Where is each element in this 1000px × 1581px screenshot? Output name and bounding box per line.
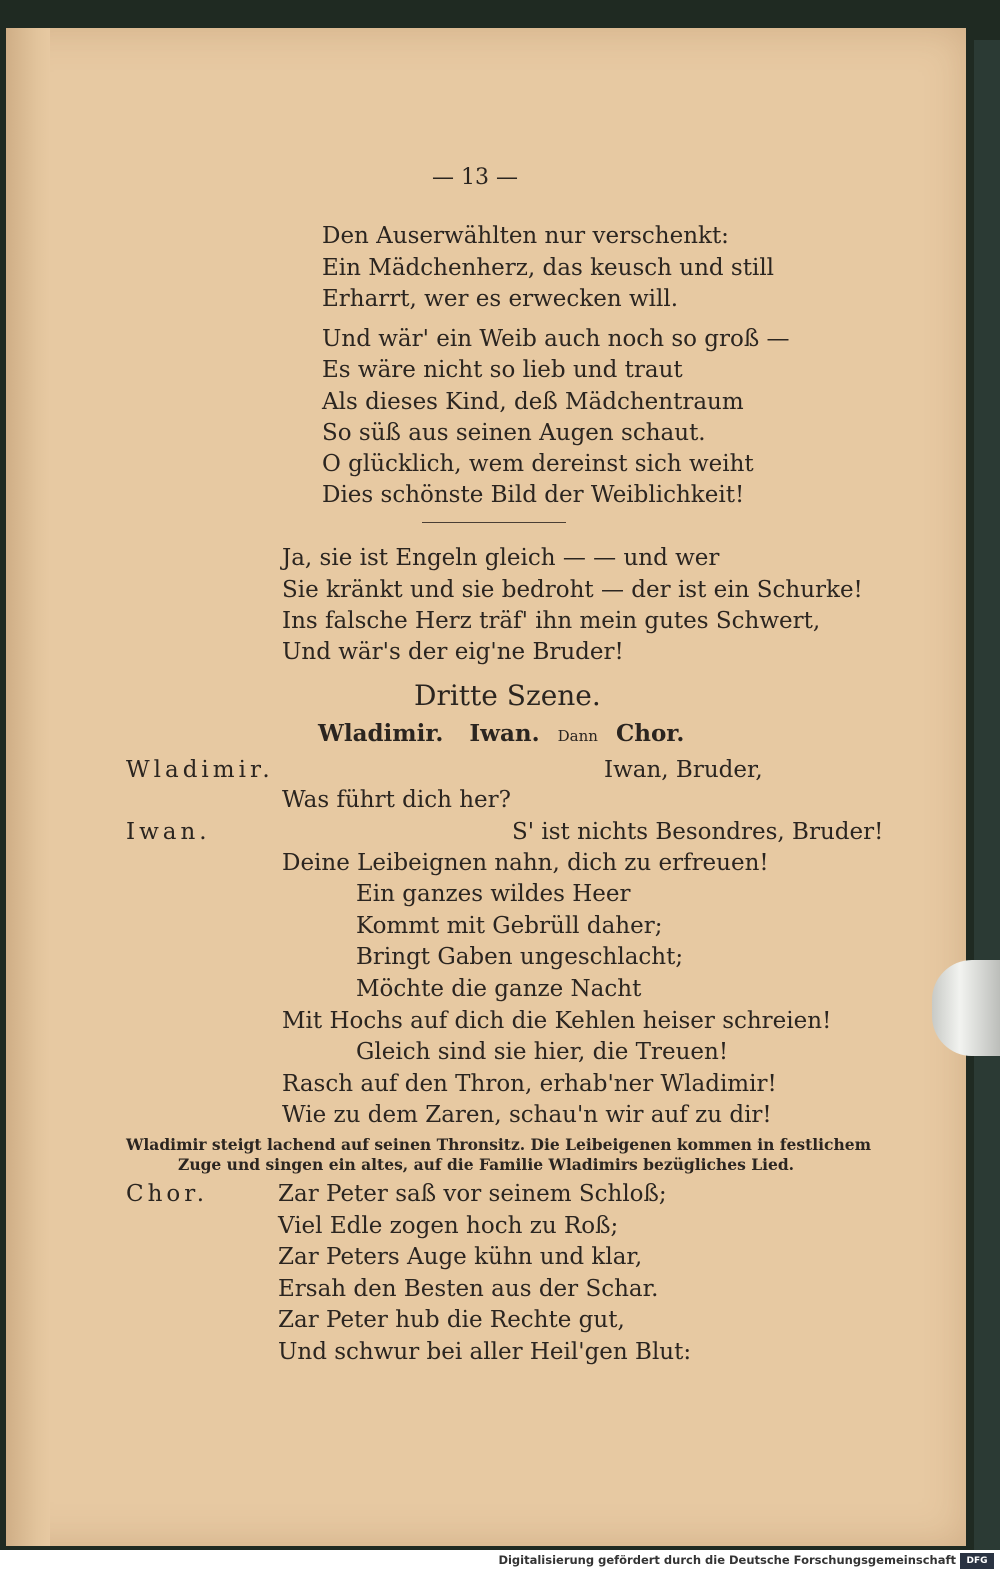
- speaker-label: Iwan.: [126, 819, 211, 845]
- dialogue-line: Bringt Gaben ungeschlacht;: [356, 944, 684, 970]
- scene-title: Dritte Szene.: [414, 679, 601, 712]
- verse-line: Ins falsche Herz träf' ihn mein gutes Schwert,: [282, 608, 821, 634]
- verse-line: O glücklich, wem dereinst sich weiht: [322, 451, 754, 477]
- speaker-label: Wladimir.: [126, 757, 274, 783]
- verse-line: Ein Mädchenherz, das keusch und still: [322, 255, 775, 281]
- dialogue-line: Deine Leibeignen nahn, dich zu erfreuen!: [282, 850, 769, 876]
- dialogue-line: Mit Hochs auf dich die Kehlen heiser schreien!: [282, 1008, 832, 1034]
- verse-line: Ja, sie ist Engeln gleich — — und wer: [282, 545, 720, 571]
- dialogue-line: Gleich sind sie hier, die Treuen!: [356, 1039, 729, 1065]
- verse-line: So süß aus seinen Augen schaut.: [322, 420, 706, 446]
- cast-list: [318, 720, 684, 750]
- chorus-line: Zar Peter saß vor seinem Schloß;: [278, 1181, 667, 1207]
- stage-direction: Wladimir steigt lachend auf seinen Thronsitz. Die Leibeigenen kommen in festlichem: [126, 1135, 871, 1154]
- verse-line: Dies schönste Bild der Weiblichkeit!: [322, 482, 745, 508]
- verse-line: Es wäre nicht so lieb und traut: [322, 357, 683, 383]
- verse-line: Den Auserwählten nur verschenkt:: [322, 223, 729, 249]
- dialogue-line: Iwan, Bruder,: [604, 757, 763, 783]
- verse-line: Und wär's der eig'ne Bruder!: [282, 639, 624, 665]
- dialogue-line: S' ist nichts Besondres, Bruder!: [512, 819, 884, 845]
- cast-then: Dann: [557, 727, 598, 745]
- page-number: — 13 —: [432, 165, 518, 190]
- verse-line: Erharrt, wer es erwecken will.: [322, 286, 679, 312]
- page-clip: [932, 960, 1000, 1056]
- funding-credit: Digitalisierung gefördert durch die Deutsche Forschungsgemeinschaft: [498, 1553, 956, 1567]
- cast-name: Chor.: [615, 720, 685, 747]
- dialogue-line: Möchte die ganze Nacht: [356, 976, 642, 1002]
- dialogue-line: Kommt mit Gebrüll daher;: [356, 913, 663, 939]
- dark-scan-edge: [974, 40, 1000, 1550]
- chorus-line: Zar Peter hub die Rechte gut,: [278, 1307, 625, 1333]
- chorus-line: Und schwur bei aller Heil'gen Blut:: [278, 1339, 692, 1365]
- dfg-logo: DFG: [960, 1553, 994, 1569]
- chorus-line: Zar Peters Auge kühn und klar,: [278, 1244, 643, 1270]
- dialogue-line: Ein ganzes wildes Heer: [356, 881, 631, 907]
- section-divider: [422, 522, 566, 523]
- stage-direction: Zuge und singen ein altes, auf die Familie Wladimirs bezügliches Lied.: [178, 1155, 795, 1174]
- verse-line: Als dieses Kind, deß Mädchentraum: [322, 389, 744, 415]
- dialogue-line: Wie zu dem Zaren, schau'n wir auf zu dir!: [282, 1102, 772, 1128]
- cast-name: Iwan.: [469, 720, 540, 747]
- speaker-label: Chor.: [126, 1181, 209, 1207]
- verse-line: Und wär' ein Weib auch noch so groß —: [322, 326, 790, 352]
- dialogue-line: Was führt dich her?: [282, 787, 511, 813]
- cast-name: Wladimir.: [318, 720, 444, 747]
- chorus-line: Ersah den Besten aus der Schar.: [278, 1276, 659, 1302]
- verse-line: Sie kränkt und sie bedroht — der ist ein Schurke!: [282, 577, 863, 603]
- chorus-line: Viel Edle zogen hoch zu Roß;: [278, 1213, 619, 1239]
- page-gutter: [6, 28, 50, 1546]
- dialogue-line: Rasch auf den Thron, erhab'ner Wladimir!: [282, 1071, 777, 1097]
